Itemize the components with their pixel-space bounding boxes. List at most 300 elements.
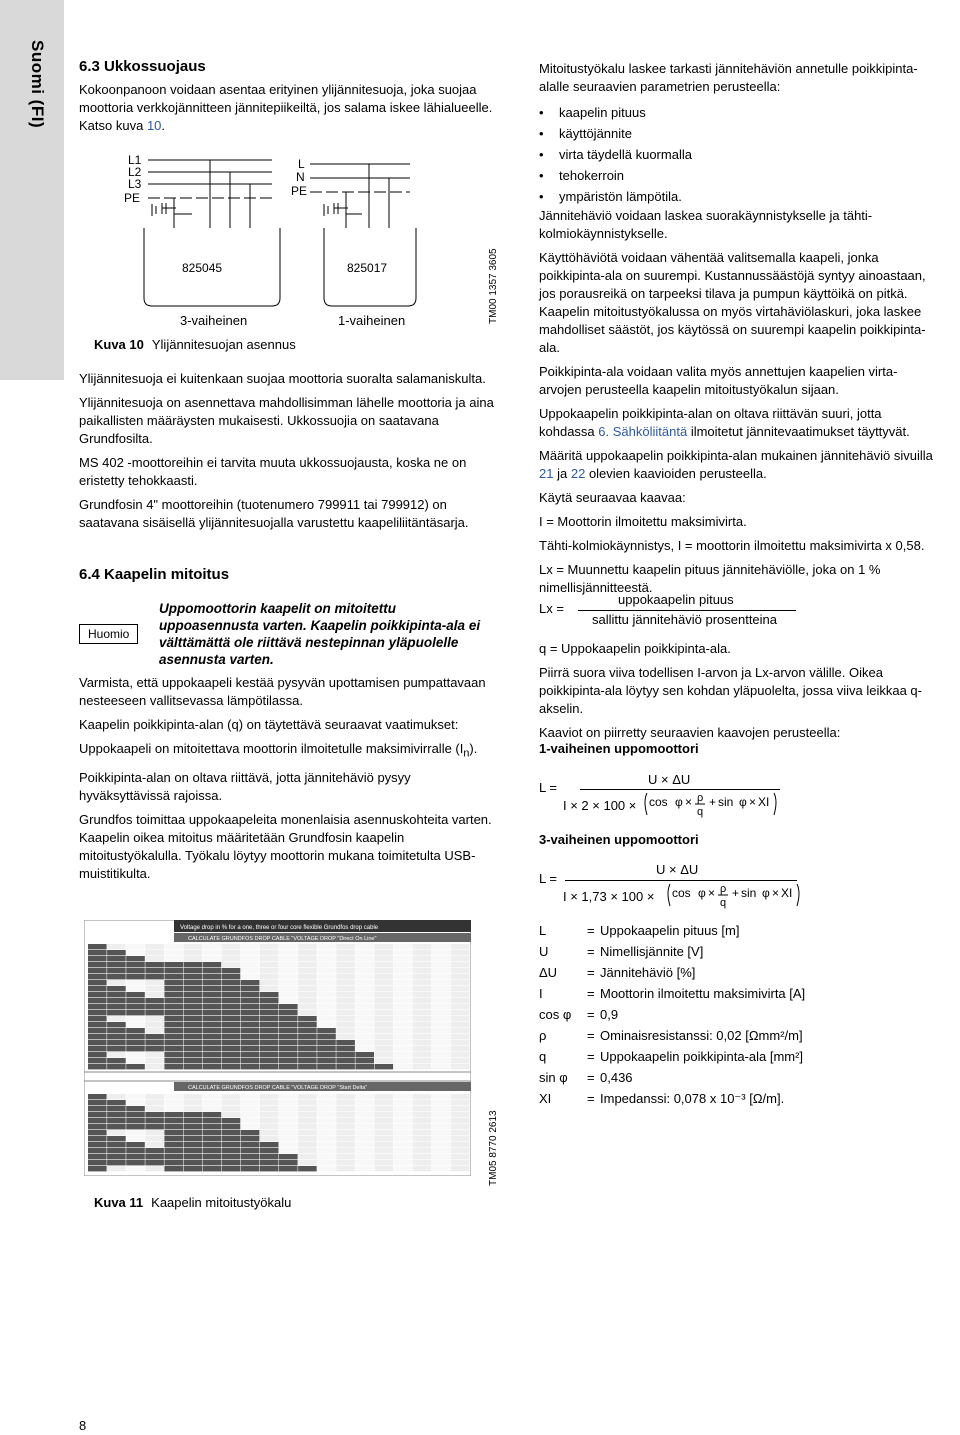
table-cell <box>88 950 107 955</box>
table-cell <box>432 1064 451 1069</box>
table-cell <box>413 1106 432 1111</box>
table-cell <box>222 962 241 967</box>
table-cell <box>317 992 336 997</box>
table-cell <box>203 998 222 1003</box>
table-cell <box>336 1130 355 1135</box>
table-cell <box>317 1052 336 1057</box>
table-cell <box>432 956 451 961</box>
table-cell <box>432 1118 451 1123</box>
table-cell <box>432 998 451 1003</box>
table-cell <box>451 1010 470 1015</box>
table-cell <box>336 992 355 997</box>
table-cell <box>298 1016 317 1021</box>
table-cell <box>394 1154 413 1159</box>
table-cell <box>203 1124 222 1129</box>
table-cell <box>164 986 183 991</box>
table-cell <box>88 1028 107 1033</box>
table-cell <box>298 1040 317 1045</box>
table-cell <box>184 1064 203 1069</box>
table-cell <box>184 986 203 991</box>
definition-row: cos φ = 0,9 <box>539 1007 619 1022</box>
table-cell <box>203 1160 222 1165</box>
table-cell <box>241 992 260 997</box>
table-cell <box>203 956 222 961</box>
table-cell <box>298 1124 317 1129</box>
table-cell <box>203 1052 222 1057</box>
table-cell <box>203 980 222 985</box>
table-cell <box>107 1064 126 1069</box>
table-cell <box>394 1142 413 1147</box>
table-cell <box>260 1046 279 1051</box>
svg-text:+: + <box>732 886 740 900</box>
svg-text:cos: cos <box>649 795 668 809</box>
table-cell <box>317 1046 336 1051</box>
table-cell <box>413 1112 432 1117</box>
table-cell <box>164 1028 183 1033</box>
table-cell <box>88 1058 107 1063</box>
table-cell <box>260 974 279 979</box>
table-cell <box>317 1124 336 1129</box>
table-cell <box>279 944 298 949</box>
table-cell <box>184 1058 203 1063</box>
table-cell <box>260 1064 279 1069</box>
table-cell <box>375 1142 394 1147</box>
table-cell <box>222 1106 241 1111</box>
table-cell <box>298 1136 317 1141</box>
definition-row: L = Uppokaapelin pituus [m] <box>539 923 740 938</box>
table-cell <box>394 1094 413 1099</box>
table-cell <box>164 950 183 955</box>
table-cell <box>203 1148 222 1153</box>
table-cell <box>126 1130 145 1135</box>
diagram-code: TM00 1357 3605 <box>488 248 499 324</box>
table-cell <box>203 1022 222 1027</box>
table-cell <box>88 1094 107 1099</box>
table-cell <box>279 1046 298 1051</box>
table-cell <box>375 992 394 997</box>
table-cell <box>184 1040 203 1045</box>
table-cell <box>355 1052 374 1057</box>
table-cell <box>164 998 183 1003</box>
table-cell <box>394 1124 413 1129</box>
table-cell <box>164 1040 183 1045</box>
table-cell <box>145 1100 164 1105</box>
table-cell <box>164 1148 183 1153</box>
table-cell <box>88 1046 107 1051</box>
table-cell <box>260 962 279 967</box>
table-cell <box>184 968 203 973</box>
table-cell <box>394 1016 413 1021</box>
table-cell <box>394 1040 413 1045</box>
table-cell <box>413 962 432 967</box>
svg-text:×: × <box>685 795 693 809</box>
table-cell <box>451 1154 470 1159</box>
table-cell <box>203 1142 222 1147</box>
table-cell <box>336 956 355 961</box>
table-cell <box>432 1094 451 1099</box>
table-cell <box>394 992 413 997</box>
table-cell <box>107 1166 126 1171</box>
table-cell <box>375 1136 394 1141</box>
table-cell <box>355 1022 374 1027</box>
table-cell <box>164 1094 183 1099</box>
table-cell <box>164 1130 183 1135</box>
table-cell <box>279 962 298 967</box>
table-cell <box>451 962 470 967</box>
table-cell <box>241 1136 260 1141</box>
table-cell <box>88 944 107 949</box>
table-cell <box>394 1046 413 1051</box>
table-cell <box>336 980 355 985</box>
svg-text:×: × <box>708 886 716 900</box>
table-cell <box>145 974 164 979</box>
table-cell <box>336 1022 355 1027</box>
table-cell <box>375 1112 394 1117</box>
paragraph-2: Ylijännitesuoja ei kuitenkaan suojaa moottoria suoralta salamaniskulta. <box>79 371 486 386</box>
table-cell <box>88 980 107 985</box>
table-cell <box>88 1040 107 1045</box>
table-cell <box>317 1160 336 1165</box>
table-cell <box>222 1028 241 1033</box>
table-cell <box>279 1118 298 1123</box>
table-cell <box>107 980 126 985</box>
table-cell <box>203 1040 222 1045</box>
table-cell <box>394 986 413 991</box>
table-cell <box>317 1010 336 1015</box>
table-cell <box>241 1166 260 1171</box>
table-cell <box>107 1058 126 1063</box>
f3-lhs: L = <box>539 871 557 886</box>
table-cell <box>145 1112 164 1117</box>
table-cell <box>126 986 145 991</box>
table-cell <box>203 1094 222 1099</box>
table-cell <box>413 1100 432 1105</box>
table-cell <box>432 974 451 979</box>
table-cell <box>413 1124 432 1129</box>
table-cell <box>298 1094 317 1099</box>
table-cell <box>375 956 394 961</box>
table-cell <box>107 1028 126 1033</box>
definition-row: U = Nimellisjännite [V] <box>539 944 704 959</box>
table-cell <box>413 950 432 955</box>
table-cell <box>260 992 279 997</box>
table-cell <box>184 1160 203 1165</box>
table-cell <box>336 968 355 973</box>
table-cell <box>317 956 336 961</box>
table-cell <box>260 1154 279 1159</box>
table-cell <box>184 1166 203 1171</box>
f3-denominator: I × 1,73 × 100 × <box>563 889 655 904</box>
table-cell <box>432 1124 451 1129</box>
table-cell <box>203 986 222 991</box>
right-p6: Käytä seuraavaa kaavaa: <box>539 490 686 505</box>
definition-row: ρ = Ominaisresistanssi: 0,02 [Ωmm²/m] <box>539 1028 803 1043</box>
table-cell <box>184 1094 203 1099</box>
table-cell <box>298 1106 317 1111</box>
table-cell <box>336 1094 355 1099</box>
label-n: N <box>296 170 305 184</box>
table-cell <box>107 1160 126 1165</box>
table-cell <box>279 1100 298 1105</box>
table-cell <box>451 1100 470 1105</box>
table-cell <box>260 1100 279 1105</box>
table-cell <box>222 1142 241 1147</box>
right-p10: q = Uppokaapelin poikkipinta-ala. <box>539 641 731 656</box>
table-cell <box>222 1130 241 1135</box>
table-cell <box>336 1154 355 1159</box>
table-cell <box>451 998 470 1003</box>
table-cell <box>164 1016 183 1021</box>
table-cell <box>164 1034 183 1039</box>
table-cell <box>432 1100 451 1105</box>
lx-lhs: Lx = <box>539 601 564 616</box>
table-cell <box>375 1160 394 1165</box>
table-cell <box>260 1034 279 1039</box>
table-cell <box>260 944 279 949</box>
table-cell <box>394 1166 413 1171</box>
table-cell <box>241 956 260 961</box>
table-cell <box>203 968 222 973</box>
table-cell <box>260 1016 279 1021</box>
link-figure-10[interactable]: 10 <box>146 118 162 133</box>
table-cell <box>145 992 164 997</box>
table-cell <box>317 1166 336 1171</box>
table-cell <box>336 998 355 1003</box>
table-cell <box>451 1058 470 1063</box>
table-cell <box>432 1058 451 1063</box>
table-cell <box>394 1136 413 1141</box>
table-cell <box>260 1124 279 1129</box>
table-cell <box>164 980 183 985</box>
table-cell <box>336 1118 355 1123</box>
table-cell <box>222 1112 241 1117</box>
table-cell <box>394 1052 413 1057</box>
table-cell <box>107 968 126 973</box>
table-cell <box>336 1112 355 1117</box>
table-cell <box>451 1118 470 1123</box>
table-cell <box>394 1100 413 1105</box>
table-cell <box>394 1160 413 1165</box>
table-cell <box>260 1166 279 1171</box>
table-cell <box>336 1058 355 1063</box>
table-cell <box>203 1136 222 1141</box>
table-cell <box>355 1094 374 1099</box>
table-cell <box>145 1016 164 1021</box>
table-cell <box>145 962 164 967</box>
table-cell <box>298 1004 317 1009</box>
table-cell <box>88 968 107 973</box>
table-cell <box>336 1160 355 1165</box>
table-cell <box>241 1094 260 1099</box>
table-cell <box>451 992 470 997</box>
box-label-825017: 825017 <box>347 261 388 275</box>
table-cell <box>394 1058 413 1063</box>
table-cell <box>260 1022 279 1027</box>
table-cell <box>126 956 145 961</box>
table-cell <box>241 1040 260 1045</box>
link-page-21[interactable]: 21 <box>539 466 554 481</box>
table-cell <box>164 1124 183 1129</box>
table-cell <box>451 1160 470 1165</box>
table-cell <box>298 1022 317 1027</box>
table-cell <box>432 1010 451 1015</box>
table-cell <box>317 1040 336 1045</box>
svg-text:sin: sin <box>718 795 734 809</box>
table-cell <box>222 980 241 985</box>
table-cell <box>451 950 470 955</box>
list-item: • virta täydellä kuormalla <box>539 144 939 165</box>
table-cell <box>413 1004 432 1009</box>
table-cell <box>164 1136 183 1141</box>
table-cell <box>298 1154 317 1159</box>
table-cell <box>279 1034 298 1039</box>
table-cell <box>164 1010 183 1015</box>
table-cell <box>336 1028 355 1033</box>
lx-fraction-line <box>578 610 796 611</box>
table-cell <box>317 1106 336 1111</box>
table-cell <box>298 998 317 1003</box>
table-cell <box>164 1100 183 1105</box>
table-cell <box>279 1058 298 1063</box>
table-cell <box>203 1004 222 1009</box>
table-cell <box>164 992 183 997</box>
link-section-6[interactable]: 6. Sähköliitäntä <box>598 424 688 439</box>
table-cell <box>317 1028 336 1033</box>
table-cell <box>394 968 413 973</box>
table-cell <box>203 1064 222 1069</box>
paragraph-8: Uppokaapeli on mitoitettava moottorin ilmoitetulle maksimivirralle $(I_n)$. <box>79 741 478 760</box>
table-cell <box>145 1046 164 1051</box>
note-label: Huomio <box>79 624 138 644</box>
table-cell <box>451 1034 470 1039</box>
table-cell <box>432 1052 451 1057</box>
table-cell <box>375 950 394 955</box>
table-cell <box>375 986 394 991</box>
table-cell <box>203 1028 222 1033</box>
table-cell <box>222 1004 241 1009</box>
table-cell <box>375 1130 394 1135</box>
table-cell <box>107 944 126 949</box>
table-cell <box>336 950 355 955</box>
table-cell <box>126 1016 145 1021</box>
figure-10-caption: Kuva 10 Ylijännitesuojan asennus <box>94 337 296 352</box>
table-cell <box>184 956 203 961</box>
table-cell <box>88 998 107 1003</box>
table-cell <box>413 956 432 961</box>
symbol-definitions <box>539 920 805 1109</box>
table-cell <box>298 1034 317 1039</box>
table-cell <box>260 1094 279 1099</box>
table-cell <box>164 1058 183 1063</box>
table-cell <box>355 986 374 991</box>
table-cell <box>394 1064 413 1069</box>
table-cell <box>432 1112 451 1117</box>
table-cell <box>317 1130 336 1135</box>
table-cell <box>203 992 222 997</box>
table-cell <box>355 1154 374 1159</box>
table-cell <box>88 1142 107 1147</box>
table-cell <box>355 1064 374 1069</box>
label-l1: L1 <box>128 153 142 167</box>
table-cell <box>413 974 432 979</box>
table-cell <box>88 986 107 991</box>
table-cell <box>126 1028 145 1033</box>
table-cell <box>375 1040 394 1045</box>
label-l: L <box>298 157 305 171</box>
table-cell <box>413 944 432 949</box>
table-cell <box>375 1166 394 1171</box>
table-cell <box>413 968 432 973</box>
table-cell <box>317 1034 336 1039</box>
table-cell <box>298 1130 317 1135</box>
table-cell <box>451 986 470 991</box>
table-cell <box>88 992 107 997</box>
table-cell <box>298 992 317 997</box>
svg-text:+: + <box>709 795 717 809</box>
svg-text:φ: φ <box>698 886 706 900</box>
table-cell <box>126 1052 145 1057</box>
box-label-825045: 825045 <box>182 261 223 275</box>
table-cell <box>394 1028 413 1033</box>
table-cell <box>260 1058 279 1063</box>
table-cell <box>298 1148 317 1153</box>
table-cell <box>336 1034 355 1039</box>
table-cell <box>88 956 107 961</box>
table-cell <box>203 1166 222 1171</box>
table-cell <box>88 974 107 979</box>
label-l3: L3 <box>128 177 142 191</box>
table-cell <box>336 1124 355 1129</box>
table-cell <box>164 1142 183 1147</box>
table-cell <box>413 1064 432 1069</box>
table-cell <box>126 1166 145 1171</box>
table-cell <box>413 1040 432 1045</box>
table-cell <box>222 1040 241 1045</box>
table-cell <box>279 1094 298 1099</box>
table-cell <box>222 968 241 973</box>
table-cell <box>184 944 203 949</box>
table-cell <box>164 1022 183 1027</box>
table-cell <box>317 1154 336 1159</box>
table-cell <box>126 944 145 949</box>
table-cell <box>241 998 260 1003</box>
table-cell <box>126 1124 145 1129</box>
link-page-22[interactable]: 22 <box>570 466 586 481</box>
cable-sizing-tool-image <box>84 920 471 1176</box>
table-cell <box>107 1142 126 1147</box>
table-cell <box>394 1106 413 1111</box>
table-cell <box>317 962 336 967</box>
table-cell <box>88 1052 107 1057</box>
table-cell <box>336 1004 355 1009</box>
table-cell <box>298 1142 317 1147</box>
table-cell <box>126 1100 145 1105</box>
table-cell <box>222 1148 241 1153</box>
table-cell <box>241 1160 260 1165</box>
table-cell <box>413 986 432 991</box>
right-p8: Tähti-kolmiokäynnistys, I = moottorin ilmoitettu maksimivirta x 0,58. <box>539 538 925 553</box>
list-item: • ympäristön lämpötila. <box>539 186 939 207</box>
table-cell <box>241 950 260 955</box>
lx-denominator: sallittu jännitehäviö prosentteina <box>592 612 778 627</box>
table-cell <box>107 962 126 967</box>
table-cell <box>394 998 413 1003</box>
table-cell <box>126 1136 145 1141</box>
table-cell <box>184 950 203 955</box>
table-cell <box>432 1046 451 1051</box>
table-cell <box>184 1142 203 1147</box>
table-cell <box>317 1112 336 1117</box>
